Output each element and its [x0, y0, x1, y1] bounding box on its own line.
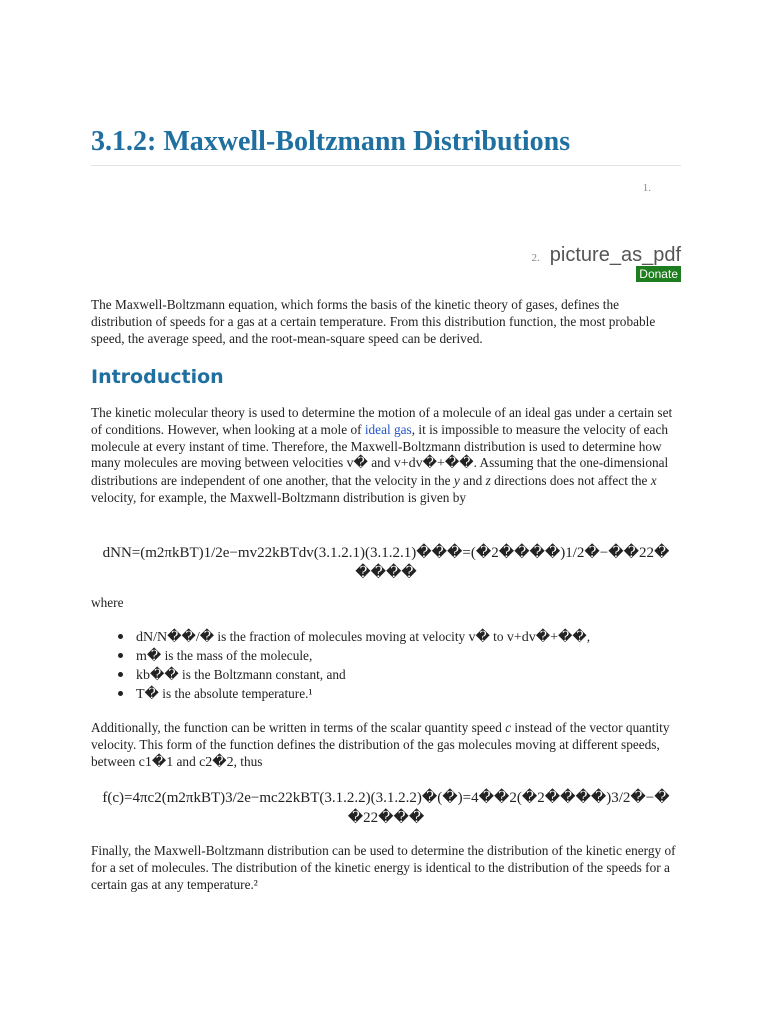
ideal-gas-link[interactable]: ideal gas	[364, 421, 412, 437]
bullet-dot	[118, 634, 123, 639]
equation-2-line-2: �22���	[347, 810, 425, 826]
variable-list	[91, 627, 681, 703]
equation-1-line-2: ����	[355, 565, 417, 581]
speed-paragraph: Additionally, the function can be written in terms of the scalar quantity speed c instead of the vector quantity velocity. This form of the function defines the distribution of the gas molecules moving at different speeds, between c1�1 and c2�2, thus	[91, 720, 670, 770]
equation-1	[91, 543, 681, 583]
equation-1-line-1: dNN=(m2πkBT)1/2e−mv22kBTdv(3.1.2.1)(3.1.2.1)���=(�2����)1/2�−��22�	[102, 545, 670, 561]
kinetic-energy-paragraph: Finally, the Maxwell-Boltzmann distribution can be used to determine the distribution of the kinetic energy of for a set of molecules. The distribution of the kinetic energy is identical to the distribution of the speeds for a certain gas at any temperature.²	[91, 843, 676, 892]
toolbar-step-2: 2.	[531, 252, 540, 264]
equation-2	[91, 788, 681, 828]
list-item: T� is the absolute temperature.¹	[91, 684, 681, 703]
pdf-toolbar	[532, 244, 681, 267]
list-item: m� is the mass of the molecule,	[91, 646, 681, 665]
velocity-range-symbol: v+dv�+��	[393, 456, 474, 472]
list-item: kb�� is the Boltzmann constant, and	[91, 665, 681, 684]
toolbar-step-1: 1.	[642, 182, 651, 194]
velocity-symbol: v�	[346, 456, 368, 472]
bullet-dot	[118, 691, 123, 696]
page-title: 3.1.2: Maxwell-Boltzmann Distributions	[91, 126, 571, 157]
where-label: where	[91, 595, 124, 610]
bullet-dot	[118, 653, 123, 658]
equation-2-line-1: f(c)=4πc2(m2πkBT)3/2e−mc22kBT(3.1.2.2)(3.1.2.2)�(�)=4��2(�2����)3/2�−�	[102, 790, 670, 806]
title-divider	[91, 165, 681, 166]
article	[91, 0, 681, 1024]
donate-button[interactable]: Donate	[636, 266, 681, 282]
intro-paragraph: The Maxwell-Boltzmann equation, which forms the basis of the kinetic theory of gases, defines the distribution of speeds for a gas at a certain temperature. From this distribution function, the most probable speed, the average speed, and the root-mean-square speed can be derived.	[91, 297, 656, 346]
bullet-dot	[118, 672, 123, 677]
section-heading: Introduction	[91, 366, 224, 388]
pdf-icon[interactable]: picture_as_pdf	[549, 244, 681, 266]
kinetic-theory-paragraph: The kinetic molecular theory is used to determine the motion of a molecule of an ideal gas under a certain set of conditions. However, when looking at a mole of ideal gas, it is impossible to measure the velocity of each molecule at every instant of time. Therefore, the Maxwell-Boltzmann distribution is used to determine how many molecules are moving between velocities v� and v+dv�+��. Assuming that the one-dimensional distributions are independent of one another, that the velocity in the y and z directions does not affect the x velocity, for example, the Maxwell-Boltzmann distribution is given by	[91, 405, 673, 505]
list-item: dN/N��/� is the fraction of molecules moving at velocity v� to v+dv�+��,	[91, 627, 681, 646]
